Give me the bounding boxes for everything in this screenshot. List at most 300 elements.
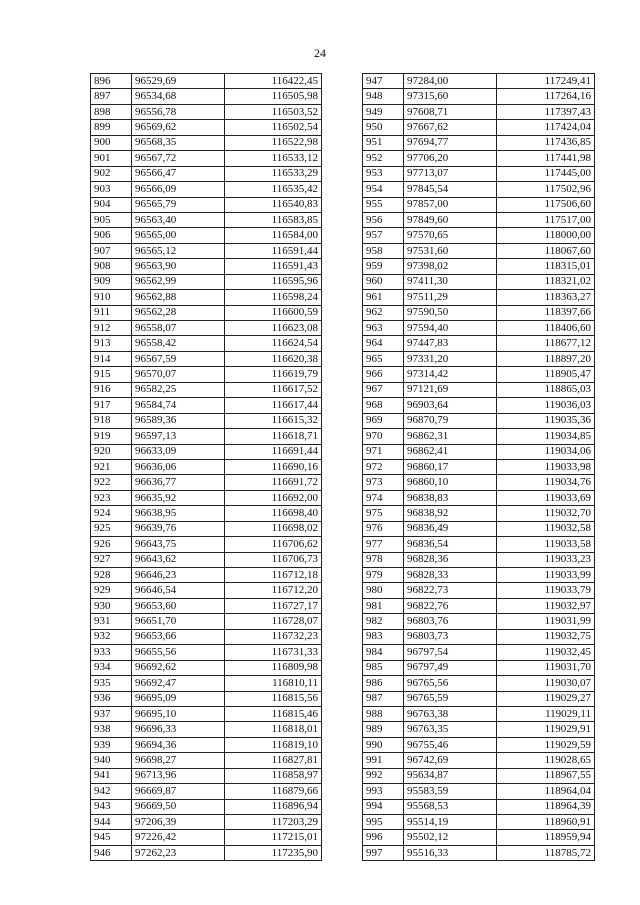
table-row xyxy=(91,475,322,490)
point-number-cell: 932 xyxy=(91,629,132,644)
x-coordinate-cell: 96862,41 xyxy=(404,444,497,459)
y-coordinate-cell: 116827,81 xyxy=(225,753,322,768)
table-row xyxy=(91,629,322,644)
point-number-cell: 921 xyxy=(91,459,132,474)
y-coordinate-cell: 118865,03 xyxy=(497,382,595,397)
point-number-cell: 951 xyxy=(363,135,404,150)
y-coordinate-cell: 116728,07 xyxy=(225,614,322,629)
x-coordinate-cell: 96568,35 xyxy=(132,135,225,150)
y-coordinate-cell: 118964,04 xyxy=(497,784,595,799)
point-number-cell: 977 xyxy=(363,537,404,552)
x-coordinate-cell: 96646,54 xyxy=(132,583,225,598)
x-coordinate-cell: 96822,73 xyxy=(404,583,497,598)
point-number-cell: 947 xyxy=(363,74,404,89)
y-coordinate-cell: 119034,85 xyxy=(497,429,595,444)
x-coordinate-cell: 96870,79 xyxy=(404,413,497,428)
table-row xyxy=(363,676,595,691)
table-row xyxy=(363,89,595,104)
y-coordinate-cell: 119033,69 xyxy=(497,490,595,505)
y-coordinate-cell: 116732,23 xyxy=(225,629,322,644)
point-number-cell: 983 xyxy=(363,629,404,644)
y-coordinate-cell: 117203,29 xyxy=(225,815,322,830)
point-number-cell: 948 xyxy=(363,89,404,104)
coordinates-table-left xyxy=(90,73,322,861)
point-number-cell: 967 xyxy=(363,382,404,397)
y-coordinate-cell: 119032,75 xyxy=(497,629,595,644)
y-coordinate-cell: 116809,98 xyxy=(225,660,322,675)
table-row xyxy=(91,614,322,629)
x-coordinate-cell: 96653,66 xyxy=(132,629,225,644)
x-coordinate-cell: 96860,10 xyxy=(404,475,497,490)
point-number-cell: 931 xyxy=(91,614,132,629)
table-row xyxy=(363,768,595,783)
y-coordinate-cell: 117506,60 xyxy=(497,197,595,212)
y-coordinate-cell: 118905,47 xyxy=(497,367,595,382)
point-number-cell: 960 xyxy=(363,274,404,289)
table-row xyxy=(91,598,322,613)
table-row xyxy=(363,815,595,830)
table-row xyxy=(91,444,322,459)
x-coordinate-cell: 97706,20 xyxy=(404,151,497,166)
y-coordinate-cell: 116591,44 xyxy=(225,243,322,258)
table-body xyxy=(363,74,595,861)
table-row xyxy=(91,74,322,89)
table-row xyxy=(363,398,595,413)
point-number-cell: 934 xyxy=(91,660,132,675)
x-coordinate-cell: 95568,53 xyxy=(404,799,497,814)
point-number-cell: 975 xyxy=(363,506,404,521)
y-coordinate-cell: 116691,44 xyxy=(225,444,322,459)
x-coordinate-cell: 96639,76 xyxy=(132,521,225,536)
table-row xyxy=(363,197,595,212)
x-coordinate-cell: 96562,28 xyxy=(132,305,225,320)
table-row xyxy=(363,367,595,382)
x-coordinate-cell: 96565,12 xyxy=(132,243,225,258)
point-number-cell: 972 xyxy=(363,459,404,474)
x-coordinate-cell: 96556,78 xyxy=(132,104,225,119)
table-row xyxy=(363,321,595,336)
y-coordinate-cell: 119029,91 xyxy=(497,722,595,737)
table-row xyxy=(91,521,322,536)
x-coordinate-cell: 96567,72 xyxy=(132,151,225,166)
point-number-cell: 913 xyxy=(91,336,132,351)
table-row xyxy=(363,151,595,166)
y-coordinate-cell: 117517,00 xyxy=(497,212,595,227)
point-number-cell: 923 xyxy=(91,490,132,505)
table-row xyxy=(91,845,322,860)
point-number-cell: 915 xyxy=(91,367,132,382)
point-number-cell: 989 xyxy=(363,722,404,737)
x-coordinate-cell: 96838,92 xyxy=(404,506,497,521)
y-coordinate-cell: 117424,04 xyxy=(497,120,595,135)
table-row xyxy=(91,290,322,305)
y-coordinate-cell: 116690,16 xyxy=(225,459,322,474)
x-coordinate-cell: 96636,77 xyxy=(132,475,225,490)
table-row xyxy=(91,753,322,768)
y-coordinate-cell: 116502,54 xyxy=(225,120,322,135)
point-number-cell: 996 xyxy=(363,830,404,845)
point-number-cell: 911 xyxy=(91,305,132,320)
x-coordinate-cell: 96570,07 xyxy=(132,367,225,382)
table-row xyxy=(91,243,322,258)
point-number-cell: 899 xyxy=(91,120,132,135)
x-coordinate-cell: 97590,50 xyxy=(404,305,497,320)
point-number-cell: 988 xyxy=(363,706,404,721)
point-number-cell: 940 xyxy=(91,753,132,768)
table-row xyxy=(363,166,595,181)
point-number-cell: 959 xyxy=(363,259,404,274)
y-coordinate-cell: 118321,02 xyxy=(497,274,595,289)
x-coordinate-cell: 96698,27 xyxy=(132,753,225,768)
table-row xyxy=(363,336,595,351)
y-coordinate-cell: 116896,94 xyxy=(225,799,322,814)
y-coordinate-cell: 118967,55 xyxy=(497,768,595,783)
y-coordinate-cell: 118785,72 xyxy=(497,845,595,860)
point-number-cell: 964 xyxy=(363,336,404,351)
y-coordinate-cell: 116712,18 xyxy=(225,568,322,583)
y-coordinate-cell: 116618,71 xyxy=(225,429,322,444)
table-row xyxy=(363,845,595,860)
x-coordinate-cell: 96653,60 xyxy=(132,598,225,613)
table-row xyxy=(363,830,595,845)
table-row xyxy=(363,598,595,613)
point-number-cell: 929 xyxy=(91,583,132,598)
point-number-cell: 992 xyxy=(363,768,404,783)
point-number-cell: 930 xyxy=(91,598,132,613)
table-row xyxy=(91,151,322,166)
x-coordinate-cell: 96797,54 xyxy=(404,645,497,660)
y-coordinate-cell: 116698,02 xyxy=(225,521,322,536)
point-number-cell: 969 xyxy=(363,413,404,428)
table-row xyxy=(91,645,322,660)
point-number-cell: 970 xyxy=(363,429,404,444)
point-number-cell: 994 xyxy=(363,799,404,814)
y-coordinate-cell: 117502,96 xyxy=(497,182,595,197)
point-number-cell: 993 xyxy=(363,784,404,799)
table-row xyxy=(363,537,595,552)
x-coordinate-cell: 96636,06 xyxy=(132,459,225,474)
table-row xyxy=(91,583,322,598)
point-number-cell: 982 xyxy=(363,614,404,629)
point-number-cell: 981 xyxy=(363,598,404,613)
table-row xyxy=(91,382,322,397)
y-coordinate-cell: 116595,96 xyxy=(225,274,322,289)
x-coordinate-cell: 96860,17 xyxy=(404,459,497,474)
y-coordinate-cell: 116505,98 xyxy=(225,89,322,104)
point-number-cell: 928 xyxy=(91,568,132,583)
point-number-cell: 991 xyxy=(363,753,404,768)
y-coordinate-cell: 116503,52 xyxy=(225,104,322,119)
table-row xyxy=(363,568,595,583)
point-number-cell: 897 xyxy=(91,89,132,104)
x-coordinate-cell: 96765,56 xyxy=(404,676,497,691)
y-coordinate-cell: 118363,27 xyxy=(497,290,595,305)
point-number-cell: 963 xyxy=(363,321,404,336)
table-row xyxy=(363,74,595,89)
x-coordinate-cell: 96635,92 xyxy=(132,490,225,505)
x-coordinate-cell: 96565,00 xyxy=(132,228,225,243)
y-coordinate-cell: 119034,76 xyxy=(497,475,595,490)
table-row xyxy=(363,228,595,243)
y-coordinate-cell: 118000,00 xyxy=(497,228,595,243)
point-number-cell: 896 xyxy=(91,74,132,89)
y-coordinate-cell: 116598,24 xyxy=(225,290,322,305)
y-coordinate-cell: 119029,59 xyxy=(497,737,595,752)
point-number-cell: 980 xyxy=(363,583,404,598)
x-coordinate-cell: 96562,99 xyxy=(132,274,225,289)
x-coordinate-cell: 96563,90 xyxy=(132,259,225,274)
y-coordinate-cell: 119029,27 xyxy=(497,691,595,706)
point-number-cell: 953 xyxy=(363,166,404,181)
table-row xyxy=(91,413,322,428)
point-number-cell: 956 xyxy=(363,212,404,227)
x-coordinate-cell: 97594,40 xyxy=(404,321,497,336)
table-row xyxy=(91,182,322,197)
table-row xyxy=(363,182,595,197)
x-coordinate-cell: 96755,46 xyxy=(404,737,497,752)
x-coordinate-cell: 96836,54 xyxy=(404,537,497,552)
y-coordinate-cell: 119032,58 xyxy=(497,521,595,536)
point-number-cell: 939 xyxy=(91,737,132,752)
y-coordinate-cell: 119032,70 xyxy=(497,506,595,521)
y-coordinate-cell: 119033,58 xyxy=(497,537,595,552)
table-row xyxy=(363,799,595,814)
y-coordinate-cell: 116522,98 xyxy=(225,135,322,150)
y-coordinate-cell: 116858,97 xyxy=(225,768,322,783)
point-number-cell: 916 xyxy=(91,382,132,397)
table-row xyxy=(91,305,322,320)
point-number-cell: 922 xyxy=(91,475,132,490)
point-number-cell: 905 xyxy=(91,212,132,227)
x-coordinate-cell: 95502,12 xyxy=(404,830,497,845)
point-number-cell: 949 xyxy=(363,104,404,119)
point-number-cell: 906 xyxy=(91,228,132,243)
x-coordinate-cell: 96695,09 xyxy=(132,691,225,706)
x-coordinate-cell: 96713,96 xyxy=(132,768,225,783)
point-number-cell: 997 xyxy=(363,845,404,860)
point-number-cell: 941 xyxy=(91,768,132,783)
point-number-cell: 945 xyxy=(91,830,132,845)
table-row xyxy=(363,413,595,428)
point-number-cell: 966 xyxy=(363,367,404,382)
point-number-cell: 942 xyxy=(91,784,132,799)
x-coordinate-cell: 96669,50 xyxy=(132,799,225,814)
x-coordinate-cell: 96558,42 xyxy=(132,336,225,351)
table-row xyxy=(363,135,595,150)
table-row xyxy=(363,660,595,675)
y-coordinate-cell: 116818,01 xyxy=(225,722,322,737)
point-number-cell: 901 xyxy=(91,151,132,166)
x-coordinate-cell: 96567,59 xyxy=(132,351,225,366)
y-coordinate-cell: 118959,94 xyxy=(497,830,595,845)
point-number-cell: 984 xyxy=(363,645,404,660)
table-row xyxy=(91,351,322,366)
table-row xyxy=(363,104,595,119)
point-number-cell: 958 xyxy=(363,243,404,258)
x-coordinate-cell: 96655,56 xyxy=(132,645,225,660)
x-coordinate-cell: 97331,20 xyxy=(404,351,497,366)
y-coordinate-cell: 116583,85 xyxy=(225,212,322,227)
x-coordinate-cell: 97398,02 xyxy=(404,259,497,274)
point-number-cell: 990 xyxy=(363,737,404,752)
point-number-cell: 952 xyxy=(363,151,404,166)
x-coordinate-cell: 96563,40 xyxy=(132,212,225,227)
x-coordinate-cell: 95516,33 xyxy=(404,845,497,860)
table-row xyxy=(91,429,322,444)
table-row xyxy=(363,429,595,444)
y-coordinate-cell: 116624,54 xyxy=(225,336,322,351)
y-coordinate-cell: 119029,11 xyxy=(497,706,595,721)
x-coordinate-cell: 97845,54 xyxy=(404,182,497,197)
point-number-cell: 976 xyxy=(363,521,404,536)
point-number-cell: 954 xyxy=(363,182,404,197)
table-row xyxy=(363,521,595,536)
table-row xyxy=(363,645,595,660)
table-row xyxy=(363,459,595,474)
y-coordinate-cell: 118960,91 xyxy=(497,815,595,830)
y-coordinate-cell: 119033,98 xyxy=(497,459,595,474)
point-number-cell: 924 xyxy=(91,506,132,521)
x-coordinate-cell: 96597,13 xyxy=(132,429,225,444)
y-coordinate-cell: 119028,65 xyxy=(497,753,595,768)
table-row xyxy=(91,815,322,830)
table-row xyxy=(91,830,322,845)
x-coordinate-cell: 97447,83 xyxy=(404,336,497,351)
table-row xyxy=(91,568,322,583)
table-row xyxy=(91,691,322,706)
table-row xyxy=(363,382,595,397)
y-coordinate-cell: 116815,56 xyxy=(225,691,322,706)
x-coordinate-cell: 97713,07 xyxy=(404,166,497,181)
point-number-cell: 904 xyxy=(91,197,132,212)
y-coordinate-cell: 119031,70 xyxy=(497,660,595,675)
table-row xyxy=(91,459,322,474)
table-row xyxy=(91,552,322,567)
point-number-cell: 971 xyxy=(363,444,404,459)
point-number-cell: 933 xyxy=(91,645,132,660)
point-number-cell: 907 xyxy=(91,243,132,258)
table-row xyxy=(91,768,322,783)
x-coordinate-cell: 96836,49 xyxy=(404,521,497,536)
table-row xyxy=(363,614,595,629)
x-coordinate-cell: 96763,35 xyxy=(404,722,497,737)
x-coordinate-cell: 97314,42 xyxy=(404,367,497,382)
point-number-cell: 909 xyxy=(91,274,132,289)
x-coordinate-cell: 97226,42 xyxy=(132,830,225,845)
x-coordinate-cell: 96582,25 xyxy=(132,382,225,397)
table-row xyxy=(91,660,322,675)
point-number-cell: 900 xyxy=(91,135,132,150)
x-coordinate-cell: 96838,83 xyxy=(404,490,497,505)
x-coordinate-cell: 96862,31 xyxy=(404,429,497,444)
y-coordinate-cell: 116617,52 xyxy=(225,382,322,397)
table-row xyxy=(91,228,322,243)
y-coordinate-cell: 116815,46 xyxy=(225,706,322,721)
x-coordinate-cell: 96643,62 xyxy=(132,552,225,567)
y-coordinate-cell: 117215,01 xyxy=(225,830,322,845)
y-coordinate-cell: 116810,11 xyxy=(225,676,322,691)
y-coordinate-cell: 116727,17 xyxy=(225,598,322,613)
y-coordinate-cell: 118677,12 xyxy=(497,336,595,351)
x-coordinate-cell: 97206,39 xyxy=(132,815,225,830)
point-number-cell: 987 xyxy=(363,691,404,706)
table-row xyxy=(363,583,595,598)
y-coordinate-cell: 117397,43 xyxy=(497,104,595,119)
table-row xyxy=(363,706,595,721)
x-coordinate-cell: 96566,09 xyxy=(132,182,225,197)
y-coordinate-cell: 117264,16 xyxy=(497,89,595,104)
y-coordinate-cell: 119034,06 xyxy=(497,444,595,459)
y-coordinate-cell: 118315,01 xyxy=(497,259,595,274)
table-row xyxy=(91,336,322,351)
x-coordinate-cell: 96534,68 xyxy=(132,89,225,104)
table-row xyxy=(91,212,322,227)
x-coordinate-cell: 97284,00 xyxy=(404,74,497,89)
table-row xyxy=(363,784,595,799)
y-coordinate-cell: 118964,39 xyxy=(497,799,595,814)
table-row xyxy=(91,89,322,104)
point-number-cell: 926 xyxy=(91,537,132,552)
y-coordinate-cell: 116533,29 xyxy=(225,166,322,181)
y-coordinate-cell: 119035,36 xyxy=(497,413,595,428)
point-number-cell: 908 xyxy=(91,259,132,274)
y-coordinate-cell: 119036,03 xyxy=(497,398,595,413)
y-coordinate-cell: 116615,32 xyxy=(225,413,322,428)
y-coordinate-cell: 118897,20 xyxy=(497,351,595,366)
x-coordinate-cell: 96822,76 xyxy=(404,598,497,613)
x-coordinate-cell: 96692,47 xyxy=(132,676,225,691)
y-coordinate-cell: 116619,79 xyxy=(225,367,322,382)
point-number-cell: 955 xyxy=(363,197,404,212)
y-coordinate-cell: 117445,00 xyxy=(497,166,595,181)
x-coordinate-cell: 96633,09 xyxy=(132,444,225,459)
x-coordinate-cell: 96584,74 xyxy=(132,398,225,413)
point-number-cell: 961 xyxy=(363,290,404,305)
table-row xyxy=(363,691,595,706)
table-row xyxy=(91,490,322,505)
x-coordinate-cell: 96669,87 xyxy=(132,784,225,799)
point-number-cell: 946 xyxy=(91,845,132,860)
y-coordinate-cell: 119031,99 xyxy=(497,614,595,629)
y-coordinate-cell: 116584,00 xyxy=(225,228,322,243)
x-coordinate-cell: 96803,76 xyxy=(404,614,497,629)
table-row xyxy=(363,490,595,505)
y-coordinate-cell: 116533,12 xyxy=(225,151,322,166)
table-row xyxy=(363,552,595,567)
page-number: 24 xyxy=(314,46,326,60)
point-number-cell: 985 xyxy=(363,660,404,675)
y-coordinate-cell: 116706,62 xyxy=(225,537,322,552)
x-coordinate-cell: 96589,36 xyxy=(132,413,225,428)
x-coordinate-cell: 96692,62 xyxy=(132,660,225,675)
table-row xyxy=(91,784,322,799)
table-row xyxy=(363,629,595,644)
point-number-cell: 938 xyxy=(91,722,132,737)
x-coordinate-cell: 96828,33 xyxy=(404,568,497,583)
x-coordinate-cell: 96651,70 xyxy=(132,614,225,629)
x-coordinate-cell: 96765,59 xyxy=(404,691,497,706)
y-coordinate-cell: 116620,38 xyxy=(225,351,322,366)
x-coordinate-cell: 97411,30 xyxy=(404,274,497,289)
x-coordinate-cell: 96742,69 xyxy=(404,753,497,768)
point-number-cell: 910 xyxy=(91,290,132,305)
point-number-cell: 962 xyxy=(363,305,404,320)
point-number-cell: 919 xyxy=(91,429,132,444)
y-coordinate-cell: 119030,07 xyxy=(497,676,595,691)
y-coordinate-cell: 117235,90 xyxy=(225,845,322,860)
y-coordinate-cell: 116540,83 xyxy=(225,197,322,212)
point-number-cell: 944 xyxy=(91,815,132,830)
